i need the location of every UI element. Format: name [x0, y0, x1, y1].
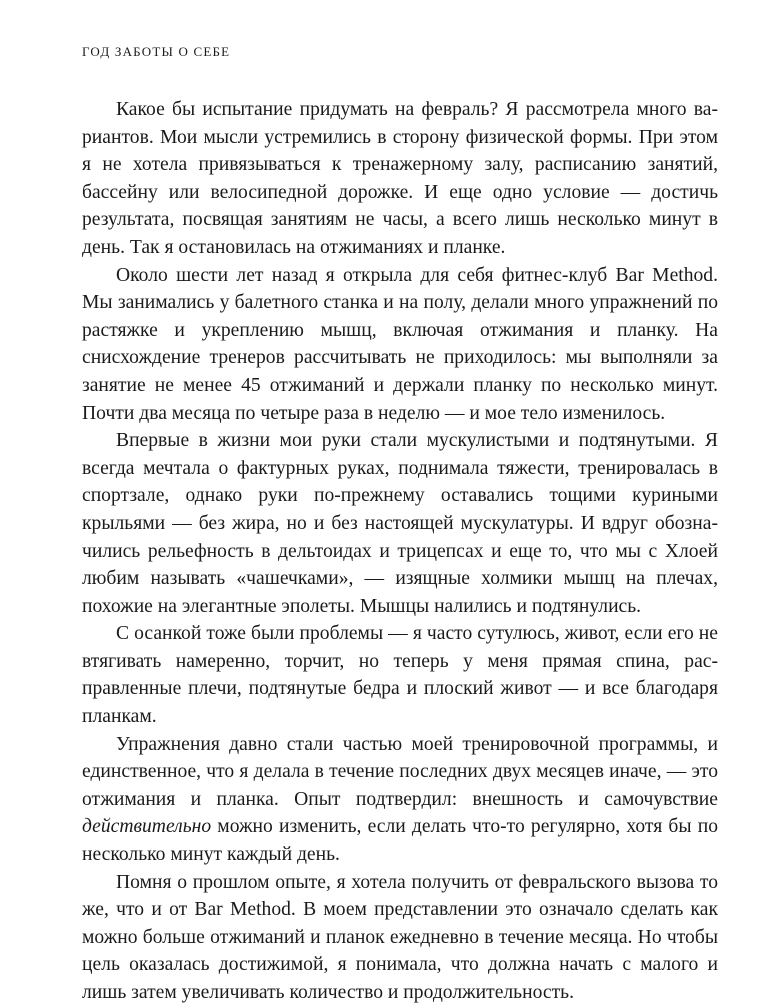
paragraph-5-emphasis: действительно: [82, 816, 212, 838]
paragraph-5-before: Упражнения давно стали частью моей тренировочной программы, и единственное, что я делала в течение последних двух месяцев иначе, — это отжимания и планка. Опыт подтвердил: внешность и самочувствие: [82, 733, 718, 810]
paragraph-1: Какое бы испытание придумать на февраль? Я рассмотрела много вариантов. Мои мысли устремились в сторону физической формы. При этом я не хотела привязываться к тренажерному залу, расписанию занятий, бассейну или велосипедной дорожке. И еще одно условие — достичь результата, посвящая занятиям не часы, а всего лишь несколько минут в день. Так я остановилась на отжиманиях и планке.: [82, 99, 718, 258]
paragraph-5: [82, 731, 718, 869]
paragraph-3: Впервые в жизни мои руки стали мускулистыми и подтянутыми. Я всегда мечтала о фактурных руках, поднимала тяжести, тренировалась в спортзале, однако руки по-прежнему оставались тощими куриными крыльями — без жира, но и без настоящей мускулатуры. И вдруг обозначились рельефность в дельтоидах и трицепсах и еще то, что мы с Хлоей любим называть «чашечками», — изящные холмики мышц на плечах, похожие на элегантные эполеты. Мышцы налились и подтянулись.: [82, 430, 718, 617]
paragraph-4: С осанкой тоже были проблемы — я часто сутулюсь, живот, если его не втягивать намеренно, торчит, но теперь у меня прямая спина, расправленные плечи, подтянутые бедра и плоский живот — и все благодаря планкам.: [82, 623, 718, 728]
body-text: [82, 96, 718, 1007]
running-head: ГОД ЗАБОТЫ О СЕБЕ: [82, 44, 231, 59]
paragraph-5-after: можно изменить, если делать что-то регулярно, хотя бы по несколько минут каждый день.: [82, 816, 718, 866]
paragraph-6: Помня о прошлом опыте, я хотела получить от февральского вызова то же, что и от Bar Method. В моем представлении это означало сделать как можно больше отжиманий и планок ежедневно в течение месяца. Но чтобы цель оказалась достижимой, я понимала, что должна начать с малого и лишь затем увеличивать количество и продолжительность.: [82, 871, 718, 1003]
paragraph-2: Около шести лет назад я открыла для себя фитнес-клуб Bar Method. Мы занимались у балетного станка и на полу, делали много упражнений по растяжке и укреплению мышц, включая отжимания и планку. На снисхождение тренеров рассчитывать не приходилось: мы выполняли за занятие не менее 45 отжиманий и держали планку по несколько минут. Почти два месяца по четыре раза в неделю — и мое тело изменилось.: [82, 264, 718, 424]
